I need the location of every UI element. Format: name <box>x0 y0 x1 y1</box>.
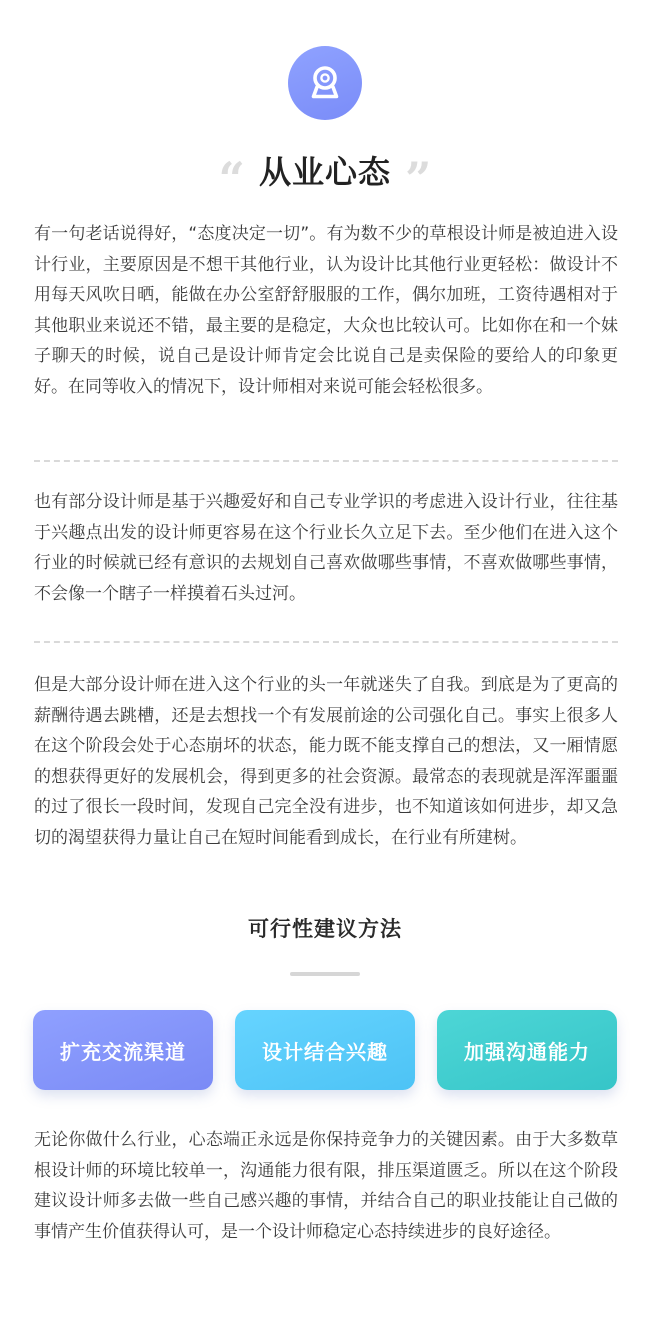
methods-title: 可行性建议方法 <box>248 917 402 941</box>
close-quote-mark: ” <box>405 156 432 190</box>
methods-title-underline <box>290 972 360 976</box>
dashed-divider <box>34 641 618 643</box>
paragraph-1: 有一句老话说得好，“态度决定一切”。有为数不少的草根设计师是被迫进入设计行业，主要原因是不想干其他行业，认为设计比其他行业更轻松：做设计不用每天风吹日晒，能做在办公室舒舒服服的工作，偶尔加班，工资待遇相对于其他职业来说还不错，最主要的是稳定，大众也比较认可。比如你在和一个妹子聊天的时候，说自己是设计师肯定会比说自己是卖保险的要给人的印象更好。在同等收入的情况下，设计师相对来说可能会轻松很多。 <box>34 224 618 397</box>
dashed-divider <box>34 460 618 462</box>
paragraph-2: 也有部分设计师是基于兴趣爱好和自己专业学识的考虑进入设计行业，往往基于兴趣点出发的设计师更容易在这个行业长久立足下去。至少他们在进入这个行业的时候就已经有意识的去规划自己喜欢做哪些事情，不喜欢做哪些事情，不会像一个瞎子一样摸着石头过河。 <box>34 492 618 604</box>
method-chip-improve-communication: 加强沟通能力 <box>437 1010 617 1090</box>
user-badge-icon <box>288 46 362 120</box>
method-chip-expand-channels: 扩充交流渠道 <box>33 1010 213 1090</box>
method-chip-design-with-interest: 设计结合兴趣 <box>235 1010 415 1090</box>
section-title: 从业心态 <box>258 153 391 191</box>
conclusion-paragraph: 无论你做什么行业，心态端正永远是你保持竞争力的关键因素。由于大多数草根设计师的环境比较单一，沟通能力很有限，排压渠道匮乏。所以在这个阶段建议设计师多去做一些自己感兴趣的事情，并结合自己的职业技能让自己做的事情产生价值获得认可，是一个设计师稳定心态持续进步的良好途径。 <box>34 1130 618 1242</box>
section-title-row <box>0 140 650 200</box>
paragraph-3: 但是大部分设计师在进入这个行业的头一年就迷失了自我。到底是为了更高的薪酬待遇去跳槽，还是去想找一个有发展前途的公司强化自己。事实上很多人在这个阶段会处于心态崩坏的状态，能力既不能支撑自己的想法，又一厢情愿的想获得更好的发展机会，得到更多的社会资源。最常态的表现就是浑浑噩噩的过了很长一段时间，发现自己完全没有进步，也不知道该如何进步，却又急切的渴望获得力量让自己在短时间能看到成长，在行业有所建树。 <box>34 675 618 848</box>
open-quote-mark: “ <box>218 156 245 190</box>
